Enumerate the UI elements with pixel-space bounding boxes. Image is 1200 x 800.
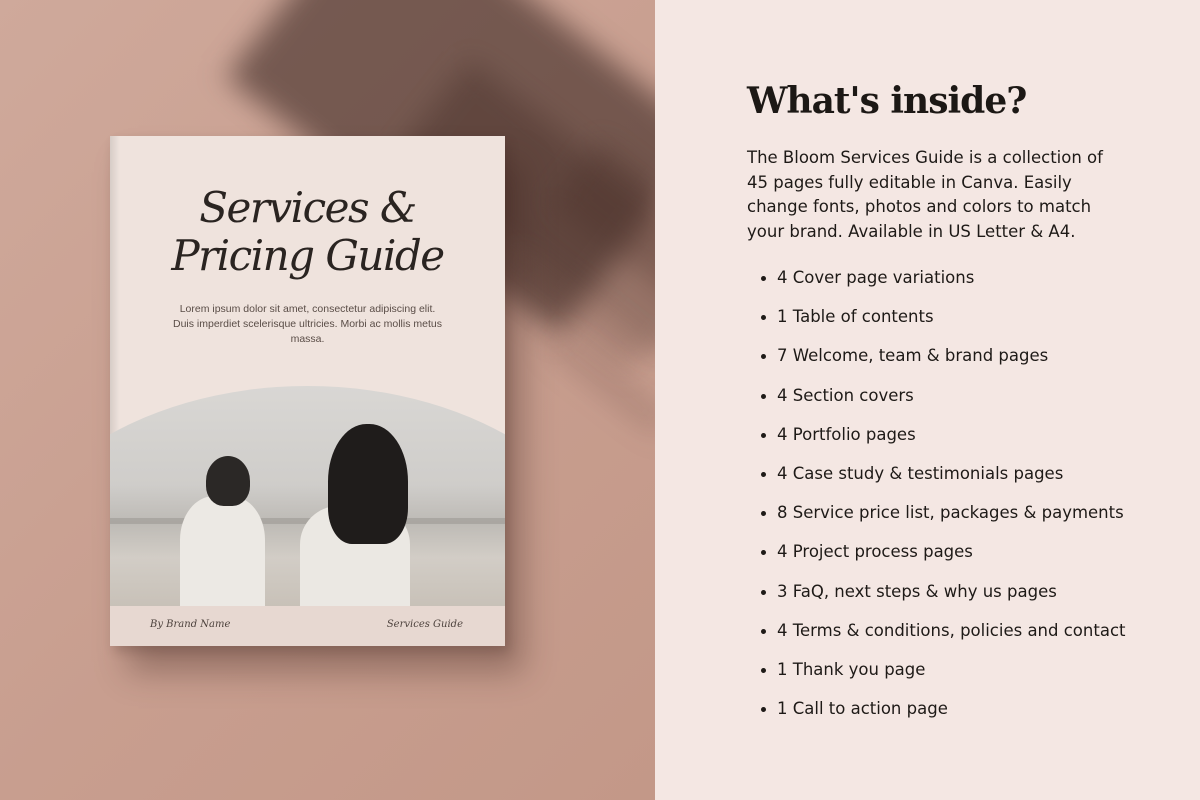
cover-title-line-2: Pricing Guide — [171, 231, 444, 280]
cover-footer-brand: By Brand Name — [150, 619, 231, 630]
contents-list — [747, 266, 1125, 736]
intro-paragraph: The Bloom Services Guide is a collection of 45 pages fully editable in Canva. Easily change fonts, photos and colors to match your brand. Available in US Letter & A4. — [747, 148, 1103, 241]
guide-cover-mockup — [110, 136, 505, 646]
list-item: 4 Project process pages — [747, 540, 1125, 579]
photo-figure-left — [180, 496, 265, 606]
photo-figure-right-hair — [328, 424, 408, 544]
list-item: 1 Thank you page — [747, 658, 1125, 697]
list-item: 8 Service price list, packages & payments — [747, 501, 1125, 540]
list-item: 4 Terms & conditions, policies and contact — [747, 619, 1125, 658]
list-item: 7 Welcome, team & brand pages — [747, 344, 1125, 383]
section-heading: What's inside? — [747, 80, 1027, 122]
list-item: 3 FaQ, next steps & why us pages — [747, 580, 1125, 619]
list-item: 1 Call to action page — [747, 697, 1125, 736]
list-item: 4 Case study & testimonials pages — [747, 462, 1125, 501]
list-item: 1 Table of contents — [747, 305, 1125, 344]
cover-subtitle: Lorem ipsum dolor sit amet, consectetur adipiscing elit. Duis imperdiet scelerisque ultricies. Morbi ac mollis metus massa. — [172, 303, 442, 345]
info-panel — [655, 0, 1200, 800]
cover-title-line-1: Services & — [199, 183, 416, 232]
list-item: 4 Cover page variations — [747, 266, 1125, 305]
list-item: 4 Section covers — [747, 384, 1125, 423]
list-item: 4 Portfolio pages — [747, 423, 1125, 462]
cover-footer-label: Services Guide — [386, 619, 463, 630]
cover-footer — [110, 606, 505, 646]
cover-photo — [110, 386, 505, 606]
photo-figure-left-hair — [206, 456, 250, 506]
